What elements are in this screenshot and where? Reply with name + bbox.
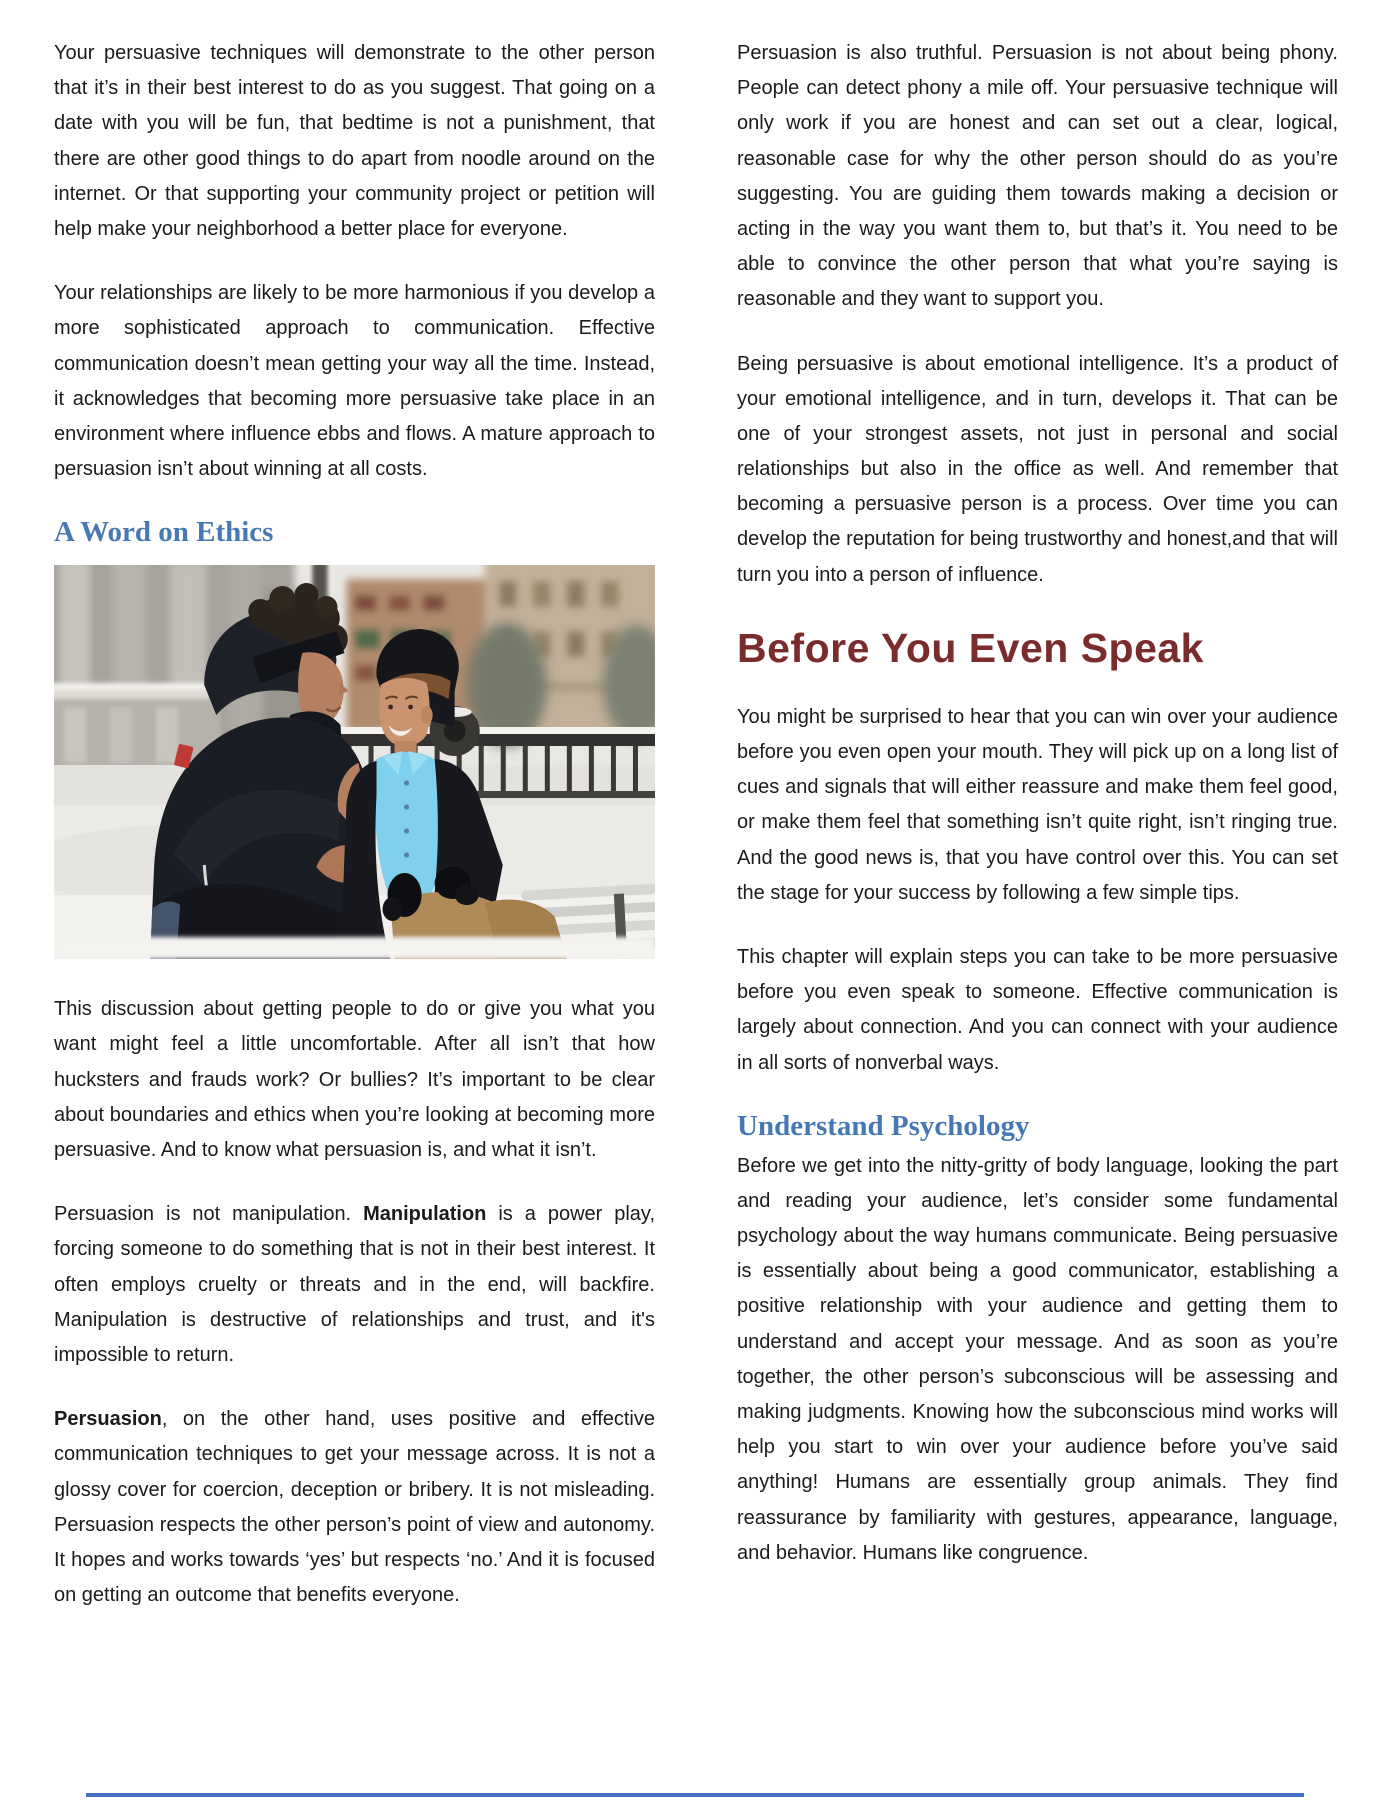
paragraph-chapter-explain: This chapter will explain steps you can take to be more persuasive before you even speak to someone. Effective communication is largely about connection. And you can connect with your audience in all sorts of nonverbal ways. (737, 945, 1338, 1074)
p4-pre-text: Persuasion is not manipulation. (54, 1203, 364, 1226)
heading-before-you-even-speak: Before You Even Speak (737, 624, 1204, 671)
bottom-border-rule (86, 1793, 1304, 1797)
heading-a-word-on-ethics: A Word on Ethics (54, 516, 274, 549)
paragraph-psychology: Before we get into the nitty-gritty of body language, looking the part and reading your audience, let’s consider some fundamental psychology about the way humans communicate. Being persuasive is essentially about being a good communicator, establishing a positive relationship with your audience and getting them to understand and accept your message. And as soon as you’re together, the other person’s subconscious will be assessing and making judgments. Knowing how the subconscious mind works will help you start to win over your audience before you’ve said anything! Humans are essentially group animals. They find reassurance by familiarity with gestures, appearance, language, and behavior. Humans like congruence. (737, 1154, 1338, 1564)
heading-understand-psychology: Understand Psychology (737, 1109, 1030, 1142)
two-column-layout (54, 36, 1338, 1642)
paragraph-win-over-audience: You might be surprised to hear that you can win over your audience before you even open your mouth. They will pick up on a long list of cues and signals that will either reassure and make them feel good, or make them feel that something isn’t quite right, isn’t ringing true. And the good news is, that you have control over this. You can set the stage for your success by following a few simple tips. (737, 705, 1338, 904)
paragraph-persuasive-techniques: Your persuasive techniques will demonstrate to the other person that it’s in their best interest to do as you suggest. That going on a date with you will be fun, that bedtime is not a punishment, that there are other good things to do apart from noodle around on the internet. Or that supporting your community project or petition will help make your neighborhood a better place for everyone. (54, 42, 655, 240)
paragraph-persuasion (54, 1402, 655, 1613)
paragraph-relationships: Your relationships are likely to be more harmonious if you develop a more sophisticated approach to communication. Effective communication doesn’t mean getting your way all the time. Instead, it acknowledges that becoming more persuasive take place in an environment where influence ebbs and flows. A mature approach to persuasion isn’t about winning at all costs. (54, 282, 655, 481)
paragraph-persuasion-truthful: Persuasion is also truthful. Persuasion is not about being phony. People can detect phony a mile off. Your persuasive technique will only work if you are honest and can set out a clear, logical, reasonable case for why the other person should do as you’re suggesting. You are guiding them towards making a decision or acting in the way you want them to, but that’s it. You need to be able to convince the other person that what you’re saying is reasonable and they want to support you. (737, 42, 1338, 311)
left-column (54, 36, 655, 1642)
right-column (737, 36, 1338, 1642)
bold-persuasion: Persuasion (54, 1408, 162, 1431)
paragraph-emotional-intelligence: Being persuasive is about emotional intelligence. It’s a product of your emotional intelligence, and in turn, develops it. That can be one of your strongest assets, not just in personal and social relationships but also in the office as well. And remember that becoming a persuasive person is a process. Over time you can develop the reputation for being trustworthy and honest,and that will turn you into a person of influence. (737, 352, 1338, 586)
ethics-photo (54, 565, 655, 959)
p4-post-text: is a power play, forcing someone to do something that is not in their best interest. It often employs cruelty or threats and in the end, will backfire. Manipulation is destructive of relationships and trust, and it's impossible to return. (54, 1203, 656, 1366)
bold-manipulation: Manipulation (363, 1203, 487, 1226)
ethics-photo-illustration (54, 565, 655, 959)
paragraph-manipulation (54, 1197, 655, 1373)
p5-post-text: , on the other hand, uses positive and effective communication techniques to get your message across. It is not a glossy cover for coercion, deception or bribery. It is not misleading. Persuasion respects the other person’s point of view and autonomy. It hopes and works towards ‘yes’ but respects ‘no.’ And it is focused on getting an outcome that benefits everyone. (54, 1408, 655, 1607)
paragraph-discussion-uncomfortable: This discussion about getting people to do or give you what you want might feel a little uncomfortable. After all isn’t that how hucksters and frauds work? Or bullies? It’s important to be clear about boundaries and ethics when you’re looking at becoming more persuasive. And to know what persuasion is, and what it isn’t. (54, 998, 655, 1161)
